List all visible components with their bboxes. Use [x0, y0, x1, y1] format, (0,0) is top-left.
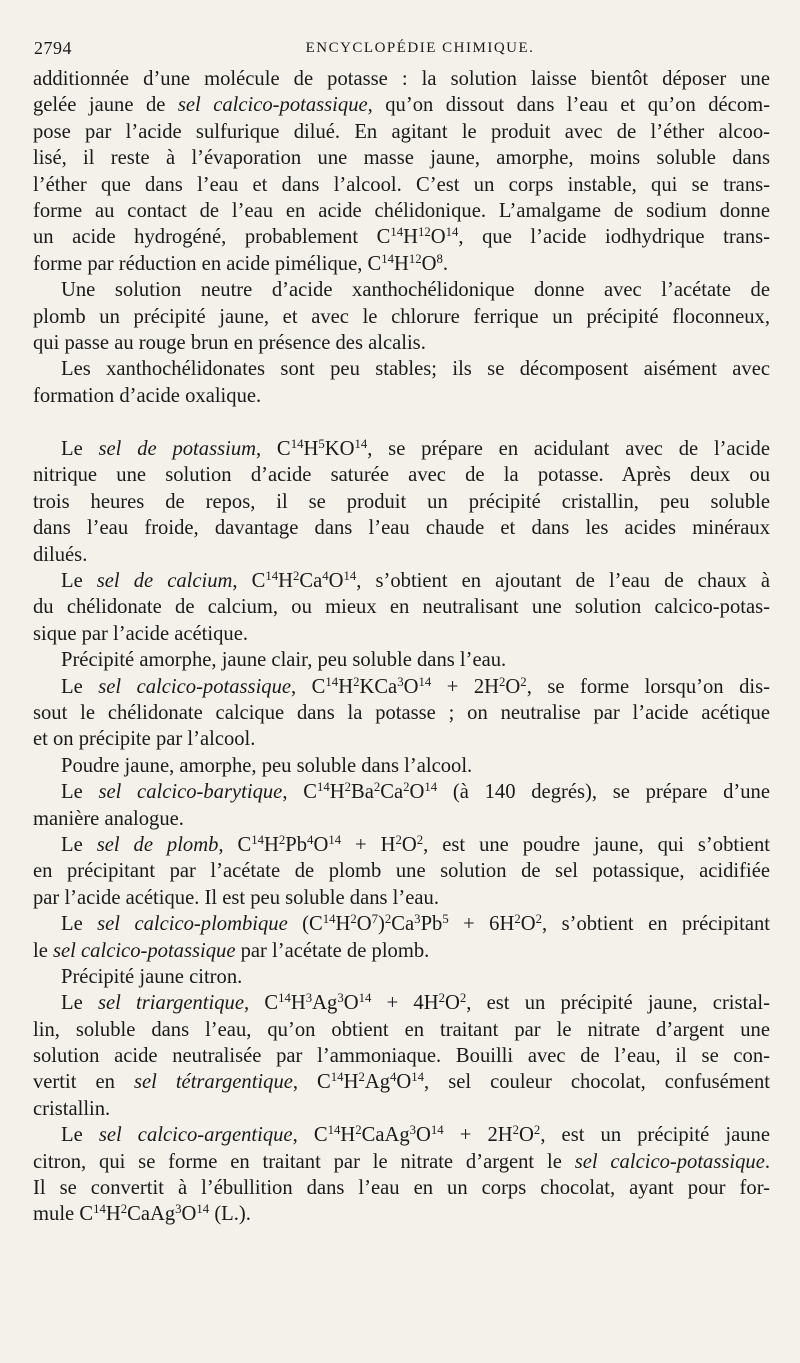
text-line: mule $C^{14}H^2CaAg^3O^{14}$ (L.).	[33, 1202, 251, 1226]
text-line: Les xanthochélidonates sont peu stables; ils se décomposent aisément avec	[61, 358, 770, 381]
text-line: formation d’acide oxalique.	[33, 384, 262, 407]
text-line: plomb un précipité jaune, et avec le chlorure ferrique un précipité floconneux,	[33, 305, 770, 328]
text-line: le sel calcico-potassique par l’acétate de plomb.	[33, 939, 430, 962]
text-line: nitrique une solution d’acide saturée avec de la potasse. Après deux ou	[33, 464, 770, 487]
text-line: cristallin.	[33, 1097, 111, 1120]
text-line: Précipité jaune citron.	[61, 965, 243, 988]
body-text	[33, 66, 770, 1228]
text-line: par l’acide acétique. Il est peu soluble dans l’eau.	[33, 886, 439, 909]
text-line: citron, qui se forme en traitant par le nitrate d’argent le sel calcico-potassique.	[33, 1150, 770, 1173]
text-line: pose par l’acide sulfurique dilué. En agitant le produit avec de l’éther alcoo-	[33, 120, 770, 143]
text-line: gelée jaune de sel calcico-potassique, qu’on dissout dans l’eau et qu’on décom-	[33, 94, 770, 117]
text-line: Une solution neutre d’acide xanthochélidonique donne avec l’acétate de	[61, 279, 770, 302]
text-line: additionnée d’une molécule de potasse : la solution laisse bientôt déposer une	[33, 68, 770, 90]
text-line: Le sel triargentique, $C^{14}H^3Ag^3O^{14} + 4H^2O^2$, est un précipité jaune, cristal-	[61, 991, 770, 1015]
text-line: l’éther que dans l’eau et dans l’alcool. C’est un corps instable, qui se trans-	[33, 173, 770, 196]
running-title: ENCYCLOPÉDIE CHIMIQUE.	[305, 40, 535, 56]
text-line: manière analogue.	[33, 807, 184, 830]
text-line: Le sel de potassium, $C^{14}H^5KO^{14}$, se prépare en acidulant avec de l’acide	[61, 437, 770, 461]
text-line: Le sel calcico-potassique, $C^{14}H^2KCa^3O^{14} + 2H^2O^2$, se forme lorsqu’on dis-	[61, 674, 770, 698]
text-line: lisé, il reste à l’évaporation une masse jaune, amorphe, moins soluble dans	[33, 147, 770, 170]
text-line: dilués.	[33, 543, 88, 566]
text-line: forme par réduction en acide pimélique, $C^{14}H^{12}O^8$.	[33, 251, 449, 275]
text-line: sique par l’acide acétique.	[33, 622, 248, 645]
text-line: un acide hydrogéné, probablement $C^{14}H^{12}O^{14}$, que l’acide iodhydrique trans-	[33, 225, 770, 249]
text-line: du chélidonate de calcium, ou mieux en neutralisant une solution calcico-potas-	[33, 596, 770, 619]
text-line: sout le chélidonate calcique dans la potasse ; on neutralise par l’acide acétique	[33, 701, 770, 724]
text-line: lin, soluble dans l’eau, qu’on obtient en traitant par le nitrate d’argent une	[33, 1018, 770, 1041]
text-line: Le sel de plomb, $C^{14}H^2Pb^4O^{14} + H^2O^2$, est une poudre jaune, qui s’obtient	[61, 832, 770, 856]
text-line: vertit en sel tétrargentique, $C^{14}H^2Ag^4O^{14}$, sel couleur chocolat, confusément	[33, 1070, 770, 1094]
page-header	[34, 38, 766, 64]
page-number: 2794	[34, 38, 72, 58]
text-line: qui passe au rouge brun en présence des alcalis.	[33, 331, 426, 354]
text-line: forme au contact de l’eau en acide chélidonique. L’amalgame de sodium donne	[33, 199, 770, 222]
text-line: Le sel calcico-argentique, $C^{14}H^2CaAg^3O^{14} + 2H^2O^2$, est un précipité jaune	[61, 1123, 770, 1147]
text-line: en précipitant par l’acétate de plomb une solution de sel potassique, acidifiée	[33, 860, 770, 883]
text-line: et on précipite par l’alcool.	[33, 728, 256, 751]
text-line: Le sel calcico-plombique $(C^{14}H^2O^7)^2Ca^3Pb^5 + 6H^2O^2$, s’obtient en précipitant	[61, 912, 770, 936]
text-line: dans l’eau froide, davantage dans l’eau chaude et dans les acides minéraux	[33, 517, 770, 540]
paragraph-gap	[33, 409, 770, 436]
text-line: Il se convertit à l’ébullition dans l’eau en un corps chocolat, ayant pour for-	[33, 1177, 770, 1200]
text-line: Poudre jaune, amorphe, peu soluble dans l’alcool.	[61, 754, 473, 777]
text-line: Le sel de calcium, $C^{14}H^2Ca^4O^{14}$, s’obtient en ajoutant de l’eau de chaux à	[61, 569, 770, 593]
text-line: Précipité amorphe, jaune clair, peu soluble dans l’eau.	[61, 649, 507, 672]
text-line: trois heures de repos, il se produit un précipité cristallin, peu soluble	[33, 490, 770, 513]
text-line: Le sel calcico-barytique, $C^{14}H^2Ba^2Ca^2O^{14}$ (à 140 degrés), se prépare d’une	[61, 780, 770, 804]
text-line: solution acide neutralisée par l’ammoniaque. Bouilli avec de l’eau, il se con-	[33, 1045, 770, 1068]
